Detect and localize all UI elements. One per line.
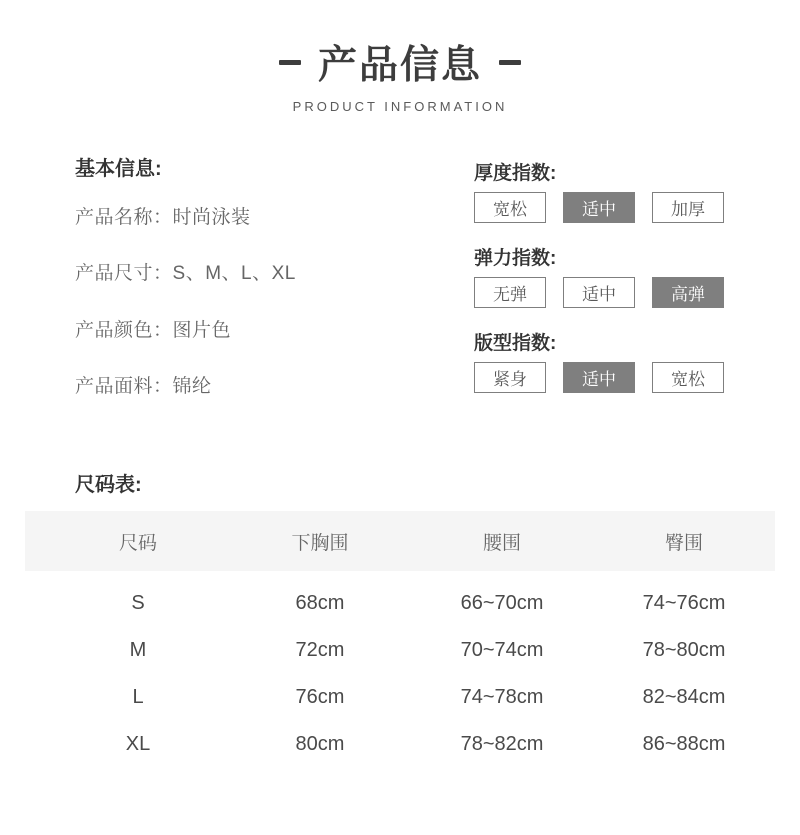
thickness-option-medium[interactable]: 适中 [563, 192, 635, 223]
column-header-waist: 腰围 [482, 532, 521, 554]
basic-info-item-fabric [75, 371, 212, 398]
basic-info-heading: 基本信息: [75, 158, 162, 180]
fit-option-tight[interactable]: 紧身 [474, 362, 546, 393]
column-header-size: 尺码 [118, 532, 157, 554]
basic-info-value: 图片色 [172, 320, 232, 341]
cell-underbust: 76cm [295, 686, 345, 708]
fit-index-options [474, 362, 724, 393]
column-header-hip: 臀围 [664, 532, 703, 554]
thickness-index-heading: 厚度指数: [474, 163, 557, 184]
table-row [25, 580, 775, 627]
page-header [0, 34, 800, 114]
title-dash-right [499, 60, 521, 65]
cell-hip: 74~76cm [642, 592, 726, 614]
cell-hip: 78~80cm [642, 639, 726, 661]
table-row [25, 674, 775, 721]
page-subtitle: PRODUCT INFORMATION [292, 99, 508, 114]
cell-underbust: 68cm [295, 592, 345, 614]
cell-size: L [132, 686, 144, 708]
table-row [25, 721, 775, 768]
page-title: 产品信息 [317, 44, 482, 87]
table-row [25, 627, 775, 674]
basic-info-value: 时尚泳装 [172, 207, 251, 228]
cell-waist: 78~82cm [460, 733, 544, 755]
column-header-underbust: 下胸围 [291, 532, 349, 554]
cell-waist: 74~78cm [460, 686, 544, 708]
fit-option-medium[interactable]: 适中 [563, 362, 635, 393]
basic-info-label: 产品面料： [75, 376, 173, 397]
cell-hip: 86~88cm [642, 733, 726, 755]
basic-info-value: S、M、L、XL [172, 263, 296, 284]
elasticity-option-none[interactable]: 无弹 [474, 277, 546, 308]
title-row [0, 34, 800, 90]
cell-hip: 82~84cm [642, 686, 726, 708]
thickness-option-loose[interactable]: 宽松 [474, 192, 546, 223]
basic-info-label: 产品名称： [75, 207, 173, 228]
fit-index-heading: 版型指数: [474, 333, 557, 354]
size-chart-table [25, 511, 775, 768]
cell-size: S [131, 592, 145, 614]
basic-info-label: 产品颜色： [75, 320, 173, 341]
elasticity-option-high[interactable]: 高弹 [652, 277, 724, 308]
basic-info-item-color [75, 315, 231, 342]
thickness-index-options [474, 192, 724, 223]
basic-info-item-size [75, 258, 296, 285]
size-chart-heading: 尺码表: [75, 474, 142, 496]
cell-underbust: 72cm [295, 639, 345, 661]
cell-waist: 66~70cm [460, 592, 544, 614]
basic-info-value: 锦纶 [172, 376, 212, 397]
cell-size: M [129, 639, 147, 661]
basic-info-item-name [75, 202, 251, 229]
elasticity-index-options [474, 277, 724, 308]
thickness-option-thick[interactable]: 加厚 [652, 192, 724, 223]
elasticity-option-medium[interactable]: 适中 [563, 277, 635, 308]
title-dash-left [279, 60, 301, 65]
cell-underbust: 80cm [295, 733, 345, 755]
basic-info-label: 产品尺寸： [75, 263, 173, 284]
cell-waist: 70~74cm [460, 639, 544, 661]
size-chart-header-row [25, 511, 775, 571]
elasticity-index-heading: 弹力指数: [474, 248, 557, 269]
fit-option-loose[interactable]: 宽松 [652, 362, 724, 393]
cell-size: XL [125, 733, 151, 755]
